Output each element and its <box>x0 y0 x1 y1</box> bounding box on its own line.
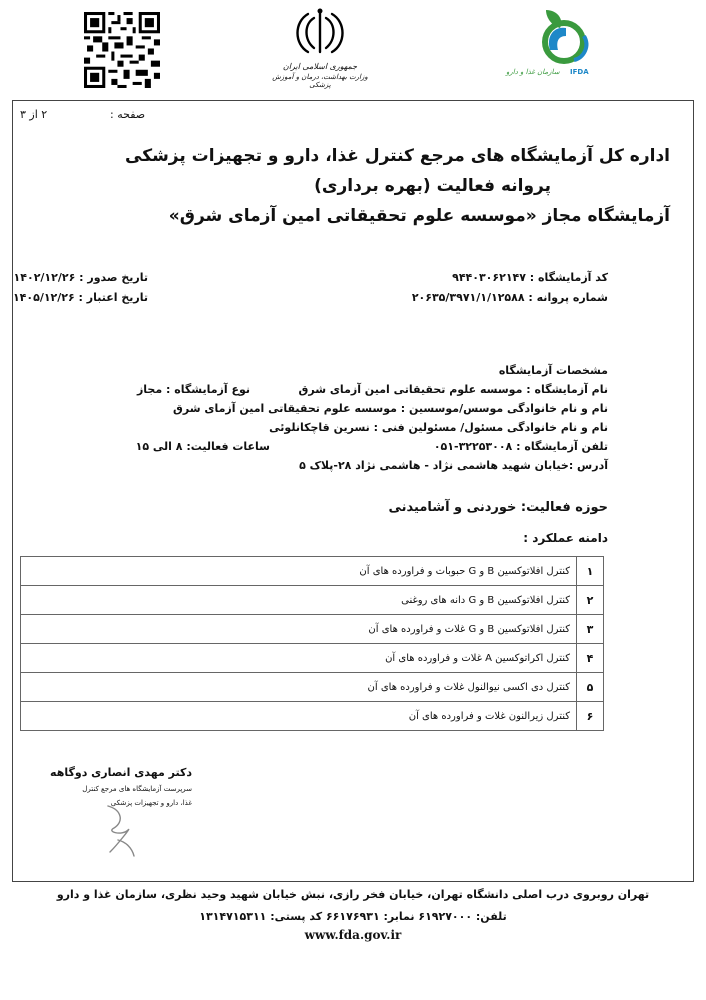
table-row <box>21 557 604 586</box>
lab-type: نوع آزمایشگاه : مجاز <box>136 383 250 396</box>
qr-code <box>84 12 160 88</box>
table-row <box>21 702 604 731</box>
row-text: کنترل افلاتوکسین B و G حبوبات و فراورده های آن <box>21 557 577 586</box>
fda-leaf-icon <box>506 6 606 68</box>
fda-logo-text: سازمان غذا و دارو <box>506 68 560 76</box>
row-number: ۱ <box>577 557 604 586</box>
page-label: صفحه : <box>110 108 146 121</box>
emblem-text-2: وزارت بهداشت، درمان و آموزش پزشکی <box>272 73 368 89</box>
scope-table <box>20 556 604 731</box>
table-row <box>21 644 604 673</box>
emblem-text-1: جمهوری اسلامی ایران <box>282 62 358 71</box>
iran-emblem-logo <box>270 6 370 94</box>
lab-code: کد آزمایشگاه : ۹۴۴۰۳۰۶۲۱۴۷ <box>452 271 608 284</box>
scope-title: حوزه فعالیت: خوردنی و آشامیدنی <box>388 500 608 515</box>
footer-address: تهران روبروی درب اصلی دانشگاه تهران، خیابان فخر رازی، نبش خیابان شهید وحید نظری، سازمان غذا و دارو <box>56 888 650 901</box>
table-row <box>21 615 604 644</box>
license-number: شماره پروانه : ۲۰۶۳۵/۳۹۷۱/۱/۱۲۵۸۸ <box>411 291 608 304</box>
title-license: پروانه فعالیت (بهره برداری) <box>314 176 551 196</box>
footer-phones: تلفن: ۶۱۹۲۷۰۰۰ نمابر: ۶۶۱۷۶۹۳۱ کد پستی: ۱۳۱۴۷۱۵۳۱۱ <box>199 910 507 923</box>
technical-manager: نام و نام خانوادگی مسئول/ مسئولین فنی : نسرین قاچکانلوئی <box>269 421 608 434</box>
signer-title-2: غذا، دارو و تجهیزات پزشکی <box>110 799 192 807</box>
row-text: کنترل افلاتوکسین B و G غلات و فراورده های آن <box>21 615 577 644</box>
title-department: اداره کل آزمایشگاه های مرجع کنترل غذا، دارو و تجهیزات پزشکی <box>125 146 670 166</box>
lab-specs <box>48 361 608 475</box>
valid-date: تاریخ اعتبار : ۱۴۰۵/۱۲/۲۶ <box>12 291 148 304</box>
row-number: ۶ <box>577 702 604 731</box>
row-text: کنترل زیرالنون غلات و فراورده های آن <box>21 702 577 731</box>
handwritten-signature <box>88 800 148 860</box>
emblem-icon <box>270 6 370 58</box>
row-text: کنترل دی اکسی نیوالنول غلات و فراورده های آن <box>21 673 577 702</box>
signer-title-1: سرپرست آزمایشگاه های مرجع کنترل <box>82 785 192 793</box>
domain-title: دامنه عملکرد : <box>523 531 608 545</box>
footer-website[interactable]: www.fda.gov.ir <box>304 928 402 942</box>
lab-address: آدرس :خیابان شهید هاشمی نژاد - هاشمی نژاد ۲۸-پلاک ۵ <box>299 459 608 472</box>
signer-name: دکتر مهدی انصاری دوگاهه <box>50 766 192 779</box>
table-row <box>21 673 604 702</box>
specs-heading: مشخصات آزمایشگاه <box>498 364 608 377</box>
lab-phone: تلفن آزمایشگاه : ۳۲۲۵۳۰۰۸-۰۵۱ <box>433 440 608 453</box>
table-row <box>21 586 604 615</box>
working-hours: ساعات فعالیت: ۸ الی ۱۵ <box>135 440 270 453</box>
row-text: کنترل افلاتوکسین B و G دانه های روغنی <box>21 586 577 615</box>
issue-date: تاریخ صدور : ۱۴۰۲/۱۲/۲۶ <box>13 271 148 284</box>
row-number: ۳ <box>577 615 604 644</box>
row-text: کنترل اکراتوکسین A غلات و فراورده های آن <box>21 644 577 673</box>
fda-logo-abbr: IFDA <box>570 68 589 76</box>
page-number: ۲ از ۳ <box>20 108 48 121</box>
row-number: ۴ <box>577 644 604 673</box>
title-lab: آزمایشگاه مجاز «موسسه علوم تحقیقاتی امین آزمای شرق» <box>168 206 670 226</box>
lab-name: نام آزمایشگاه : موسسه علوم تحقیقاتی امین آزمای شرق <box>298 383 608 396</box>
row-number: ۲ <box>577 586 604 615</box>
row-number: ۵ <box>577 673 604 702</box>
lab-founders: نام و نام خانوادگی موسس/موسسین : موسسه علوم تحقیقاتی امین آزمای شرق <box>173 402 608 415</box>
fda-logo <box>506 6 606 84</box>
